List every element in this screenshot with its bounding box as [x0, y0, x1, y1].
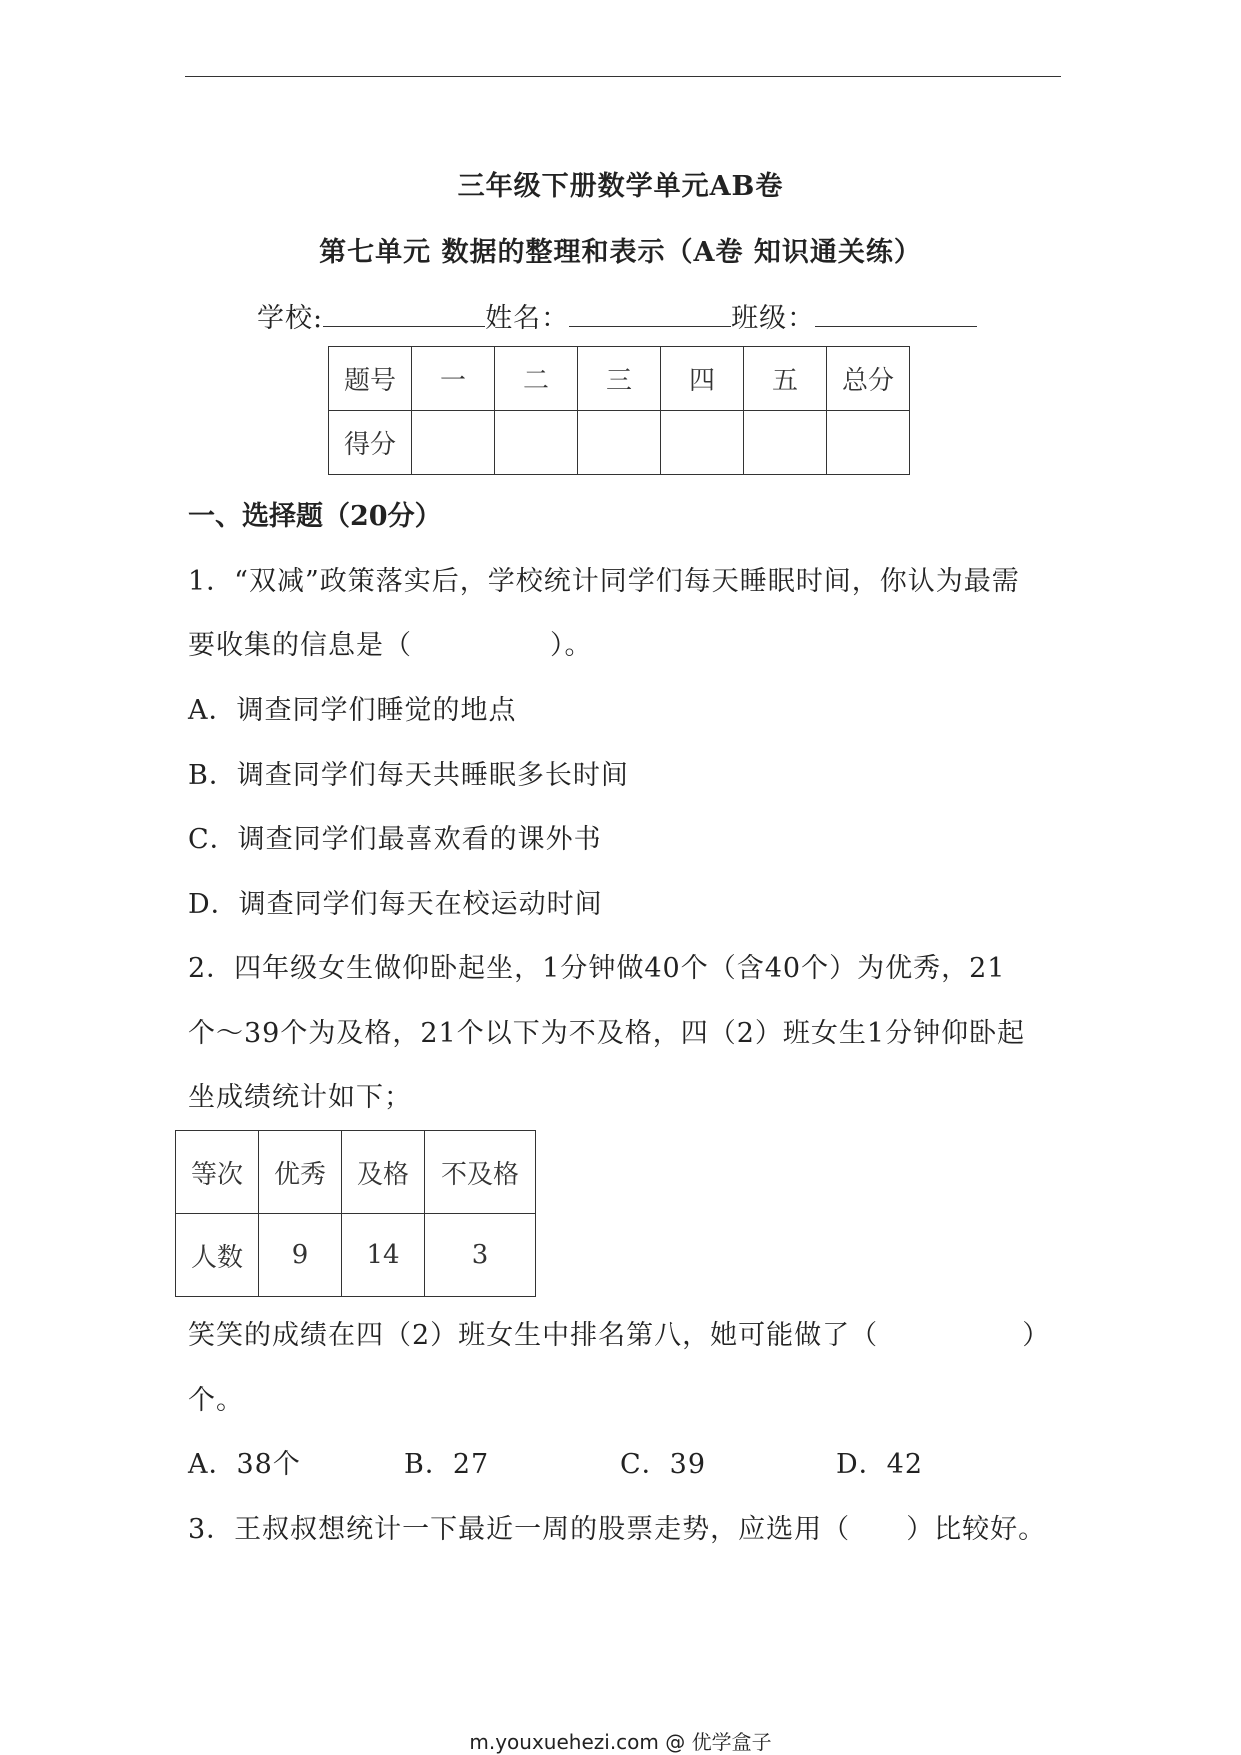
grade-data-cell: 9: [259, 1214, 342, 1297]
q2-option-b: B．27: [404, 1449, 490, 1480]
q1-stem: 要收集的信息是（: [188, 630, 412, 661]
grade-header-cell: 及格: [342, 1131, 425, 1214]
score-table: [328, 346, 910, 475]
score-col-2: 二: [495, 347, 578, 411]
score-cell[interactable]: [412, 411, 495, 475]
page-title: 三年级下册数学单元AB卷: [457, 171, 784, 202]
score-table-score-row: [329, 411, 910, 475]
grade-header-cell: 优秀: [259, 1131, 342, 1214]
score-cell[interactable]: [744, 411, 827, 475]
score-cell[interactable]: [661, 411, 744, 475]
grade-table-data-row: [176, 1214, 536, 1297]
q2-option-d: D．42: [836, 1449, 924, 1480]
q2-line-5: 个。: [188, 1385, 244, 1416]
grade-table-header-row: [176, 1131, 536, 1214]
q1-option-c: C．调查同学们最喜欢看的课外书: [188, 824, 602, 855]
q1-option-a: A．调查同学们睡觉的地点: [188, 695, 517, 726]
page-subtitle: 第七单元 数据的整理和表示（A卷 知识通关练）: [319, 237, 922, 268]
q2-stem: 笑笑的成绩在四（2）班女生中排名第八，她可能做了（: [188, 1320, 879, 1351]
score-row-label: 得分: [329, 411, 412, 475]
q2-line-4: [188, 1313, 1050, 1352]
score-cell[interactable]: [827, 411, 910, 475]
q1-line-2: [188, 623, 593, 662]
grade-header-cell: 不及格: [425, 1131, 536, 1214]
q2-option-a: A．38个: [188, 1449, 301, 1480]
q2-option-c: C．39: [620, 1449, 707, 1480]
q2-line-2: 个～39个为及格，21个以下为不及格，四（2）班女生1分钟仰卧起: [188, 1018, 1026, 1049]
score-row-label: 题号: [329, 347, 412, 411]
q3-stem-end: ）比较好。: [906, 1514, 1047, 1545]
score-col-5: 五: [744, 347, 827, 411]
q2-line-1: 2．四年级女生做仰卧起坐，1分钟做40个（含40个）为优秀，21: [188, 953, 1006, 984]
section-heading: 一、选择题（20分）: [188, 501, 442, 532]
school-field[interactable]: [323, 300, 485, 327]
header-rule: [185, 76, 1061, 77]
q2-line-3: 坐成绩统计如下；: [188, 1082, 412, 1113]
score-cell[interactable]: [495, 411, 578, 475]
q3-stem: 3．王叔叔想统计一下最近一周的股票走势，应选用（: [188, 1514, 851, 1545]
class-label: 班级：: [731, 303, 816, 334]
q1-line-1: 1．“双减”政策落实后，学校统计同学们每天睡眠时间，你认为最需: [188, 566, 1020, 597]
name-label: 姓名：: [485, 303, 570, 334]
score-col-total: 总分: [827, 347, 910, 411]
school-label: 学校:: [257, 303, 324, 334]
grade-data-cell: 3: [425, 1214, 536, 1297]
footer-watermark: m.youxuehezi.com @ 优学盒子: [469, 1730, 772, 1754]
score-table-header-row: [329, 347, 910, 411]
score-col-1: 一: [412, 347, 495, 411]
class-field[interactable]: [815, 300, 977, 327]
q2-stem-end: ）: [1022, 1320, 1051, 1351]
score-col-3: 三: [578, 347, 661, 411]
q1-option-b: B．调查同学们每天共睡眠多长时间: [188, 760, 629, 791]
q1-option-d: D．调查同学们每天在校运动时间: [188, 889, 603, 920]
grade-data-cell: 14: [342, 1214, 425, 1297]
q1-stem-end: ）。: [550, 630, 593, 661]
q3-line: [188, 1507, 1046, 1546]
grade-header-cell: 等次: [176, 1131, 259, 1214]
score-col-4: 四: [661, 347, 744, 411]
score-cell[interactable]: [578, 411, 661, 475]
grade-table: [175, 1130, 536, 1297]
student-info-line: [257, 296, 977, 335]
grade-data-cell: 人数: [176, 1214, 259, 1297]
name-field[interactable]: [569, 300, 731, 327]
